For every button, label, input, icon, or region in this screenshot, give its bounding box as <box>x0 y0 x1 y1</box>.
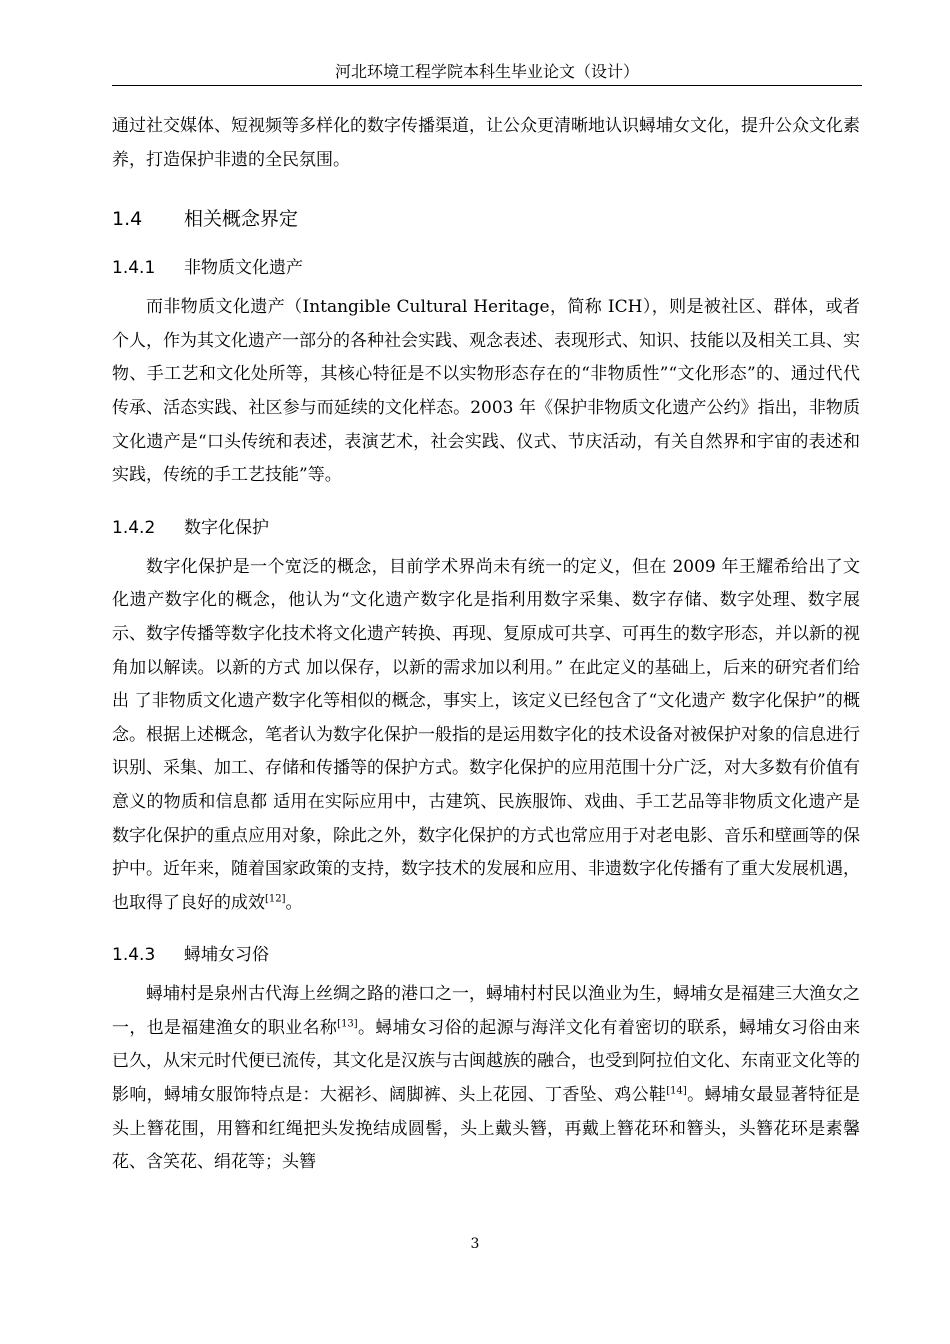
subsection-heading-1-4-2 <box>112 515 860 541</box>
running-header: 河北环境工程学院本科生毕业论文（设计） <box>334 62 639 81</box>
subsection-title: 非物质文化遗产 <box>184 258 303 279</box>
subsection-number: 1.4.3 <box>112 945 156 966</box>
citation-ref: [13] <box>337 1018 358 1030</box>
section-heading-1-4 <box>112 205 860 233</box>
paragraph-text: 。蟳埔女习俗的起源与海洋文化有着密切的联系，蟳埔女习俗由来已久，从宋元时代便已流传，其文化是汉族与古闽越族的融合，也受到阿拉伯文化、东南亚文化等的影响，蟳埔女服饰特点是：大裾衫、阔脚裤、头上花园、丁香坠、鸡公鞋 <box>112 1017 861 1106</box>
header-rule <box>112 85 862 86</box>
paragraph-text: 蟳埔村是泉州古代海上丝绸之路的港口之一，蟳埔村村民以渔业为生，蟳埔女是福建三大渔女之一，也是福建渔女的职业名称 <box>112 984 860 1038</box>
subsection-heading-1-4-3 <box>112 942 860 968</box>
subsection-heading-1-4-1 <box>112 255 860 281</box>
digital-protection-paragraph <box>112 551 860 921</box>
section-number: 1.4 <box>112 208 143 231</box>
intro-paragraph: 通过社交媒体、短视频等多样化的数字传播渠道，让公众更清晰地认识蟳埔女文化，提升公众文化素养，打造保护非遗的全民氛围。 <box>112 116 860 170</box>
xunpu-paragraph <box>112 978 860 1180</box>
page-body <box>112 110 860 1180</box>
citation-ref: [14] <box>666 1085 687 1097</box>
citation-ref: [12] <box>265 893 286 905</box>
subsection-number: 1.4.2 <box>112 517 156 538</box>
subsection-title: 蟳埔女习俗 <box>184 945 269 966</box>
subsection-number: 1.4.1 <box>112 258 156 279</box>
ich-paragraph: 而非物质文化遗产（Intangible Cultural Heritage，简称 ICH），则是被社区、群体，或者个人，作为其文化遗产一部分的各种社会实践、观念表述、表现形式、知识、技能以及相关工具、实物、手工艺和文化处所等，其核心特征是不以实物形态存在的“非物质性”“文化形态”的、通过代代传承、活态实践、社区参与而延续的文化样态。2003 年《保护非物质文化遗产公约》指出，非物质文化遗产是“口头传统和表述，表演艺术，社会实践、仪式、节庆活动，有关自然界和宇宙的表述和实践，传统的手工艺技能”等。 <box>112 297 860 486</box>
page-number: 3 <box>470 1236 480 1252</box>
section-title: 相关概念界定 <box>184 208 299 231</box>
paragraph-text: 数字化保护是一个宽泛的概念，目前学术界尚未有统一的定义，但在 2009 年王耀希给出了文化遗产数字化的概念，他认为“文化遗产数字化是指利用数字采集、数字存储、数字处理、数字展示、数字传播等数字化技术将文化遗产转换、再现、复原成可共享、可再生的数字形态，并以新的视角加以解读。以新的方式 加以保存，以新的需求加以利用。” 在此定义的基础上，后来的研究者们给出 了非物质文化遗产数字化等相似的概念，事实上，该定义已经包含了“文化遗产 数字化保护”的概念。根据上述概念，笔者认为数字化保护一般指的是运用数字化的技术设备对被保护对象的信息进行识别、采集、加工、存储和传播等的保护方式。数字化保护的应用范围十分广泛，对大多数有价值有意义的物质和信息都 适用在实际应用中，古建筑、民族服饰、戏曲、手工艺品等非物质文化遗产是数字化保护的重点应用对象，除此之外，数字化保护的方式也常应用于对老电影、音乐和壁画等的保护中。近年来，随着国家政策的支持，数字技术的发展和应用、非遗数字化传播有了重大发展机遇，也取得了良好的成效 <box>112 556 860 913</box>
subsection-title: 数字化保护 <box>184 517 269 538</box>
paragraph-text: 。蟳埔女最显著特征是头上簪花围，用簪和红绳把头发挽结成圆髻，头上戴头簪，再戴上簪花环和簪头，头簪花环是素馨花、含笑花、绢花等；头簪 <box>112 1085 861 1173</box>
paragraph-end: 。 <box>285 892 303 913</box>
